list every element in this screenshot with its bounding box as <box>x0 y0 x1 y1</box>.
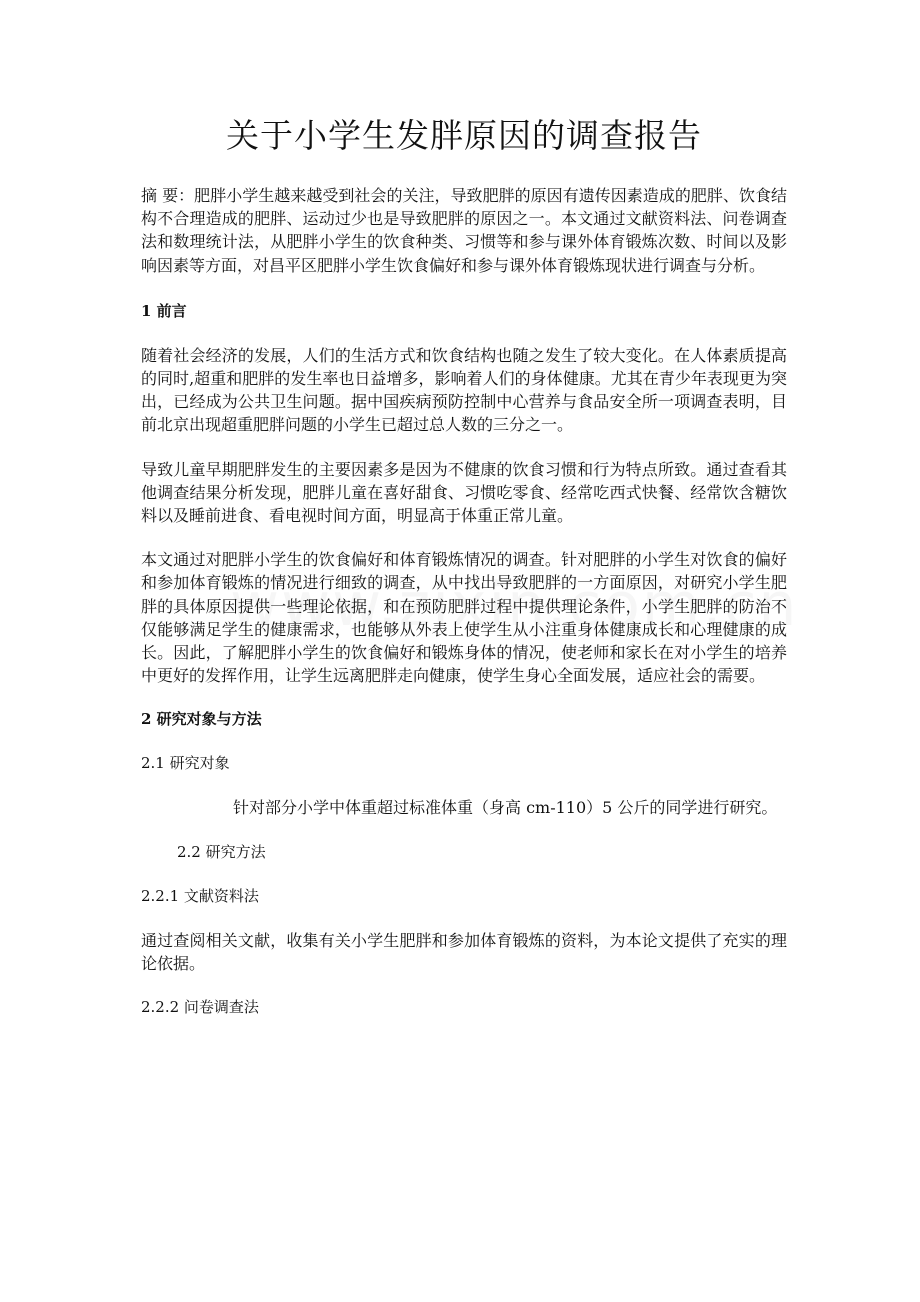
abstract-paragraph: 摘 要：肥胖小学生越来越受到社会的关注，导致肥胖的原因有遗传因素造成的肥胖、饮食结构不合理造成的肥胖、运动过少也是导致肥胖的原因之一。本文通过文献资料法、问卷调查法和数理统计法，从肥胖小学生的饮食种类、习惯等和参与课外体育锻炼次数、时间以及影响因素等方面，对昌平区肥胖小学生饮食偏好和参与课外体育锻炼现状进行调查与分析。 <box>141 186 787 275</box>
introduction-paragraph-3: 本文通过对肥胖小学生的饮食偏好和体育锻炼情况的调查。针对肥胖的小学生对饮食的偏好和参加体育锻炼的情况进行细致的调查，从中找出导致肥胖的一方面原因，对研究小学生肥胖的具体原因提供一些理论依据，和在预防肥胖过程中提供理论条件，小学生肥胖的防治不仅能够满足学生的健康需求，也能够从外表上使学生从小注重身体健康成长和心理健康的成长。因此，了解肥胖小学生的饮食偏好和锻炼身体的情况，使老师和家长在对小学生的培养中更好的发挥作用，让学生远离肥胖走向健康，使学生身心全面发展，适应社会的需要。 <box>141 550 787 686</box>
section-heading-methods: 2 研究对象与方法 <box>141 710 262 729</box>
section-heading-introduction: 1 前言 <box>141 301 187 320</box>
introduction-paragraph-1: 随着社会经济的发展，人们的生活方式和饮食结构也随之发生了较大变化。在人体素质提高的同时,超重和肥胖的发生率也日益增多，影响着人们的身体健康。尤其在青少年表现更为突出，已经成为公共卫生问题。据中国疾病预防控制中心营养与食品安全所一项调查表明，目前北京出现超重肥胖问题的小学生已超过总人数的三分之一。 <box>141 345 787 435</box>
subsection-heading-subjects: 2.1 研究对象 <box>141 754 230 773</box>
introduction-paragraph-2: 导致儿童早期肥胖发生的主要因素多是因为不健康的饮食习惯和行为特点所致。通过查看其他调查结果分析发现，肥胖儿童在喜好甜食、习惯吃零食、经常吃西式快餐、经常饮含糖饮料以及睡前进食、看电视时间方面，明显高于体重正常儿童。 <box>141 459 787 526</box>
subsection-heading-methods: 2.2 研究方法 <box>177 842 266 861</box>
literature-paragraph: 通过查阅相关文献，收集有关小学生肥胖和参加体育锻炼的资料，为本论文提供了充实的理论依据。 <box>141 930 787 973</box>
document-body <box>141 108 787 1040</box>
subsection-heading-questionnaire: 2.2.2 问卷调查法 <box>141 998 259 1017</box>
document-title: 关于小学生发胖原因的调查报告 <box>226 116 702 155</box>
subsection-heading-literature: 2.2.1 文献资料法 <box>141 886 259 905</box>
subjects-paragraph: 针对部分小学中体重超过标准体重（身高 cm-110）5 公斤的同学进行研究。 <box>233 798 778 818</box>
